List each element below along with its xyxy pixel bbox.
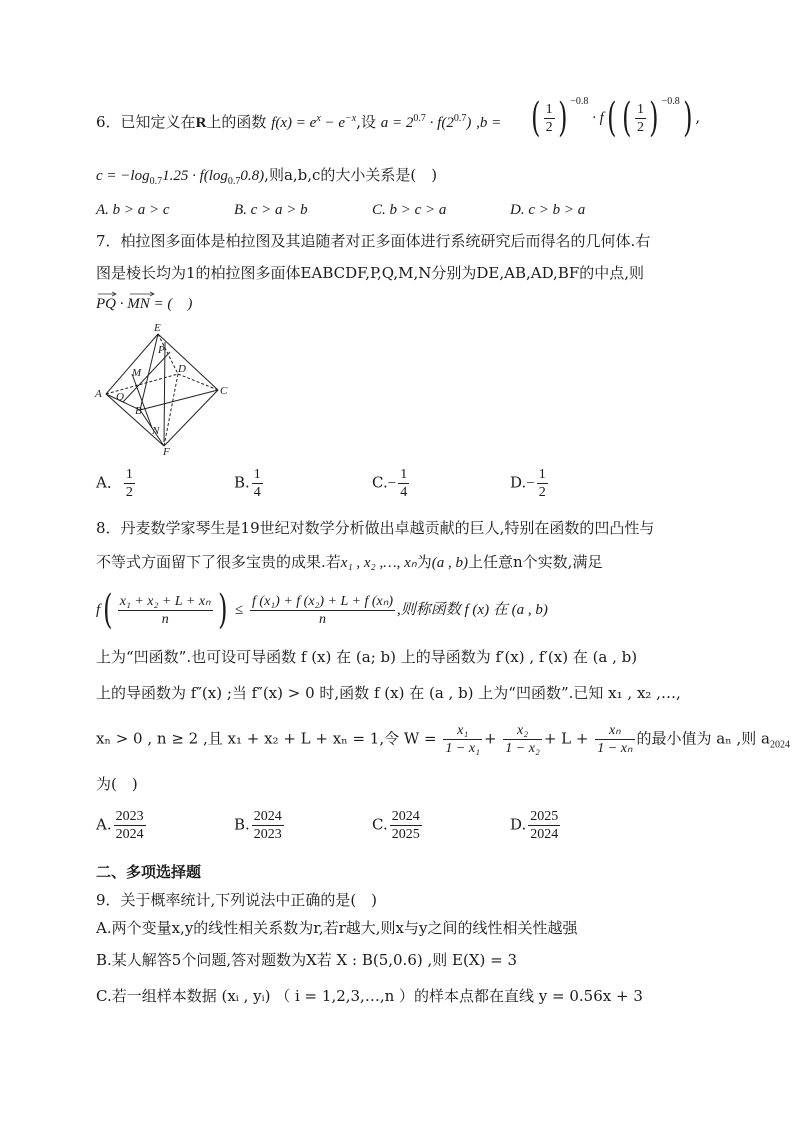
label-d: D: [178, 363, 186, 375]
q6-c-line: $c = -\log_{0.7}1.25 \cdot f(\log_{0.7}0.8)$,则a,b,c的大小关系是( ): [96, 166, 438, 187]
q6-option-d[interactable]: D. c > b > a: [510, 202, 586, 218]
q9-option-b[interactable]: B.某人解答5个问题,答对题数为X若 X : B(5,0.6) ,则 E(X) = 3: [96, 951, 517, 969]
q8-line-1: 8．丹麦数学家琴生是19世纪对数学分析做出卓越贡献的巨人,特别在函数的凹凸性与: [96, 519, 655, 537]
q7-dot-product: PQ · MN = ( ): [96, 296, 193, 312]
label-e: E: [154, 322, 161, 334]
section-title: 二、多项选择题: [96, 863, 202, 881]
q9-option-c[interactable]: C.若一组样本数据 (xᵢ , yᵢ) （ i = 1,2,3,…,n ）的样本点都在直线 y = 0.56x + 3: [96, 987, 643, 1005]
q8-option-a[interactable]: A. $\frac{2023}{2024}$: [96, 809, 144, 842]
q7-line-1: 7．柏拉图多面体是柏拉图及其追随者对正多面体进行系统研究后而得名的几何体.右: [96, 232, 651, 250]
label-m: M: [132, 367, 142, 379]
q8-jensen-inequality: f( $\frac{\text{x₁ + x₂ + L + xₙ}}{n}$ ) ≤ $\frac{\text{f (x₁) + f (x₂) + L + f (xₙ)}}{n}$ ,则称函数 f (x) 在 (a , b): [96, 587, 548, 633]
q6-b-expression: ( $\frac{1}{2}$ ) $^{-0.8}$ · f( ( $\frac{1}{2}$ ) $^{-0.8}$) ,: [531, 95, 701, 141]
q8-line-5: 上的导函数为 f″(x) ;当 f″(x) > 0 时,函数 f (x) 在 (a , b) 上为“凹函数”.已知 x₁ , x₂ ,…,: [96, 684, 681, 702]
q7-option-c[interactable]: C.− $\frac{1}{4}$: [372, 467, 408, 500]
label-c: C: [220, 385, 228, 397]
label-q: Q: [116, 391, 124, 403]
q7-line-2: 图是棱长均为1的柏拉图多面体EABCDF,P,Q,M,N分别为DE,AB,AD,BF的中点,则: [96, 264, 645, 282]
q8-line-6: xₙ > 0 , n ≥ 2 ,且 x₁ + x₂ + L + xₙ = 1,令 W = $\frac{\text{x₁}}{\text{1 − x₁}}$ + $\frac{\text{x₂}}{\text{1 − x₂}}$ + L + $\frac{\text{xₙ}}{\text{1 − xₙ}}$ 的最小值为 aₙ ,则 $a_{2024}$: [96, 723, 790, 756]
label-p: P: [158, 344, 165, 356]
label-f: F: [163, 446, 170, 457]
polyhedron-figure: [92, 322, 232, 457]
q7-option-b[interactable]: B. $\frac{1}{4}$: [234, 467, 261, 500]
q8-option-b[interactable]: B. $\frac{2024}{2023}$: [234, 809, 282, 842]
label-n: N: [152, 425, 160, 437]
q7-option-d[interactable]: D.− $\frac{1}{2}$: [510, 467, 546, 500]
q9-stem: 9．关于概率统计,下列说法中正确的是( ): [96, 891, 378, 909]
q6-option-a[interactable]: A. b > a > c: [96, 202, 170, 218]
q8-line-2: 不等式方面留下了很多宝贵的成果.若x₁ , x₂ ,…, xₙ为(a , b)上任意n个实数,满足: [96, 553, 603, 571]
vector-arrows: [96, 290, 166, 300]
q6-option-b[interactable]: B. c > a > b: [234, 202, 308, 218]
q8-line-4: 上为“凹函数”.也可设可导函数 f (x) 在 (a; b) 上的导函数为 f′(x) , f′(x) 在 (a , b): [96, 648, 638, 666]
q8-option-d[interactable]: D. $\frac{2025}{2024}$: [510, 809, 559, 842]
q7-option-a[interactable]: A． $\frac{1}{2}$: [96, 467, 133, 500]
q9-option-a[interactable]: A.两个变量x,y的线性相关系数为r,若r越大,则x与y之间的线性相关性越强: [96, 919, 578, 937]
label-b: B: [135, 405, 142, 417]
q8-option-c[interactable]: C. $\frac{2024}{2025}$: [372, 809, 420, 842]
q6-option-c[interactable]: C. b > c > a: [372, 202, 447, 218]
q6-stem: 6．已知定义在R上的函数 $f(x) = e^x - e^{-x}$,设 $a = 2^{0.7} \cdot f(2^{0.7}) ,b$ =: [96, 113, 502, 131]
q8-line-7: 为( ): [96, 775, 138, 793]
label-a: A: [95, 388, 102, 400]
